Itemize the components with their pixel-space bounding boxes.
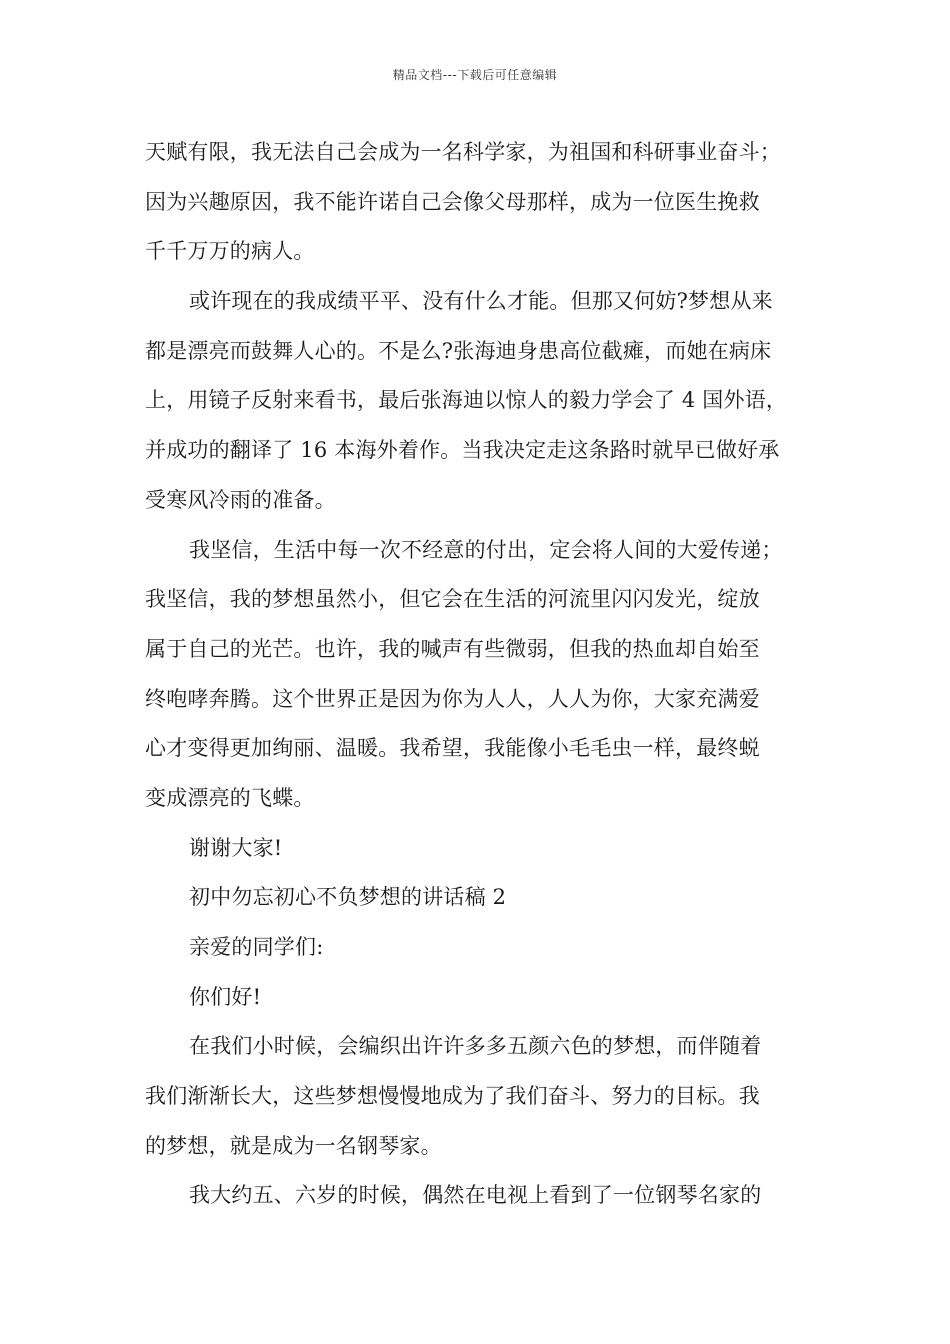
text-line: 或许现在的我成绩平平、没有什么才能。但那又何妨?梦想从来 — [189, 289, 773, 314]
text-line: 天赋有限，我无法自己会成为一名科学家，为祖国和科研事业奋斗； — [145, 140, 781, 164]
text-line: 并成功的翻译了 16 本海外着作。当我决定走这条路时就早已做好承 — [145, 438, 780, 463]
text-line: 我坚信，生活中每一次不经意的付出，定会将人间的大爱传递； — [189, 537, 783, 562]
text-line: 千千万万的病人。 — [145, 239, 315, 264]
document-body — [145, 128, 815, 1221]
text-line: 终咆哮奔腾。这个世界正是因为你为人人，人人为你，大家充满爱 — [145, 686, 760, 711]
text-line: 我们渐渐长大，这些梦想慢慢地成为了我们奋斗、努力的目标。我 — [145, 1084, 760, 1109]
text-line: 属于自己的光芒。也许，我的喊声有些微弱，但我的热血却自始至 — [145, 636, 760, 661]
text-line: 我大约五、六岁的时候，偶然在电视上看到了一位钢琴名家的 — [189, 1183, 762, 1208]
text-line: 心才变得更加绚丽、温暖。我希望，我能像小毛毛虫一样，最终蜕 — [145, 736, 760, 761]
text-line: 上，用镜子反射来看书，最后张海迪以惊人的毅力学会了 4 国外语， — [145, 388, 788, 413]
text-line: 谢谢大家! — [189, 835, 283, 860]
text-line: 的梦想，就是成为一名钢琴家。 — [145, 1133, 442, 1158]
text-line: 你们好! — [189, 984, 262, 1009]
text-line: 亲爱的同学们: — [189, 935, 324, 959]
text-line: 受寒风冷雨的准备。 — [145, 487, 336, 512]
text-line: 在我们小时候，会编织出许许多多五颜六色的梦想，而伴随着 — [189, 1034, 762, 1059]
text-line: 都是漂亮而鼓舞人心的。不是么?张海迪身患高位截瘫，而她在病床 — [145, 338, 772, 363]
section-title: 初中勿忘初心不负梦想的讲话稿 2 — [189, 885, 507, 910]
text-line: 变成漂亮的飞蝶。 — [145, 785, 315, 810]
text-line: 我坚信，我的梦想虽然小，但它会在生活的河流里闪闪发光，绽放 — [145, 587, 760, 612]
page-header: 精品文档---下载后可任意编辑 — [392, 68, 558, 82]
text-line: 因为兴趣原因，我不能许诺自己会像父母那样，成为一位医生挽救 — [145, 189, 760, 214]
